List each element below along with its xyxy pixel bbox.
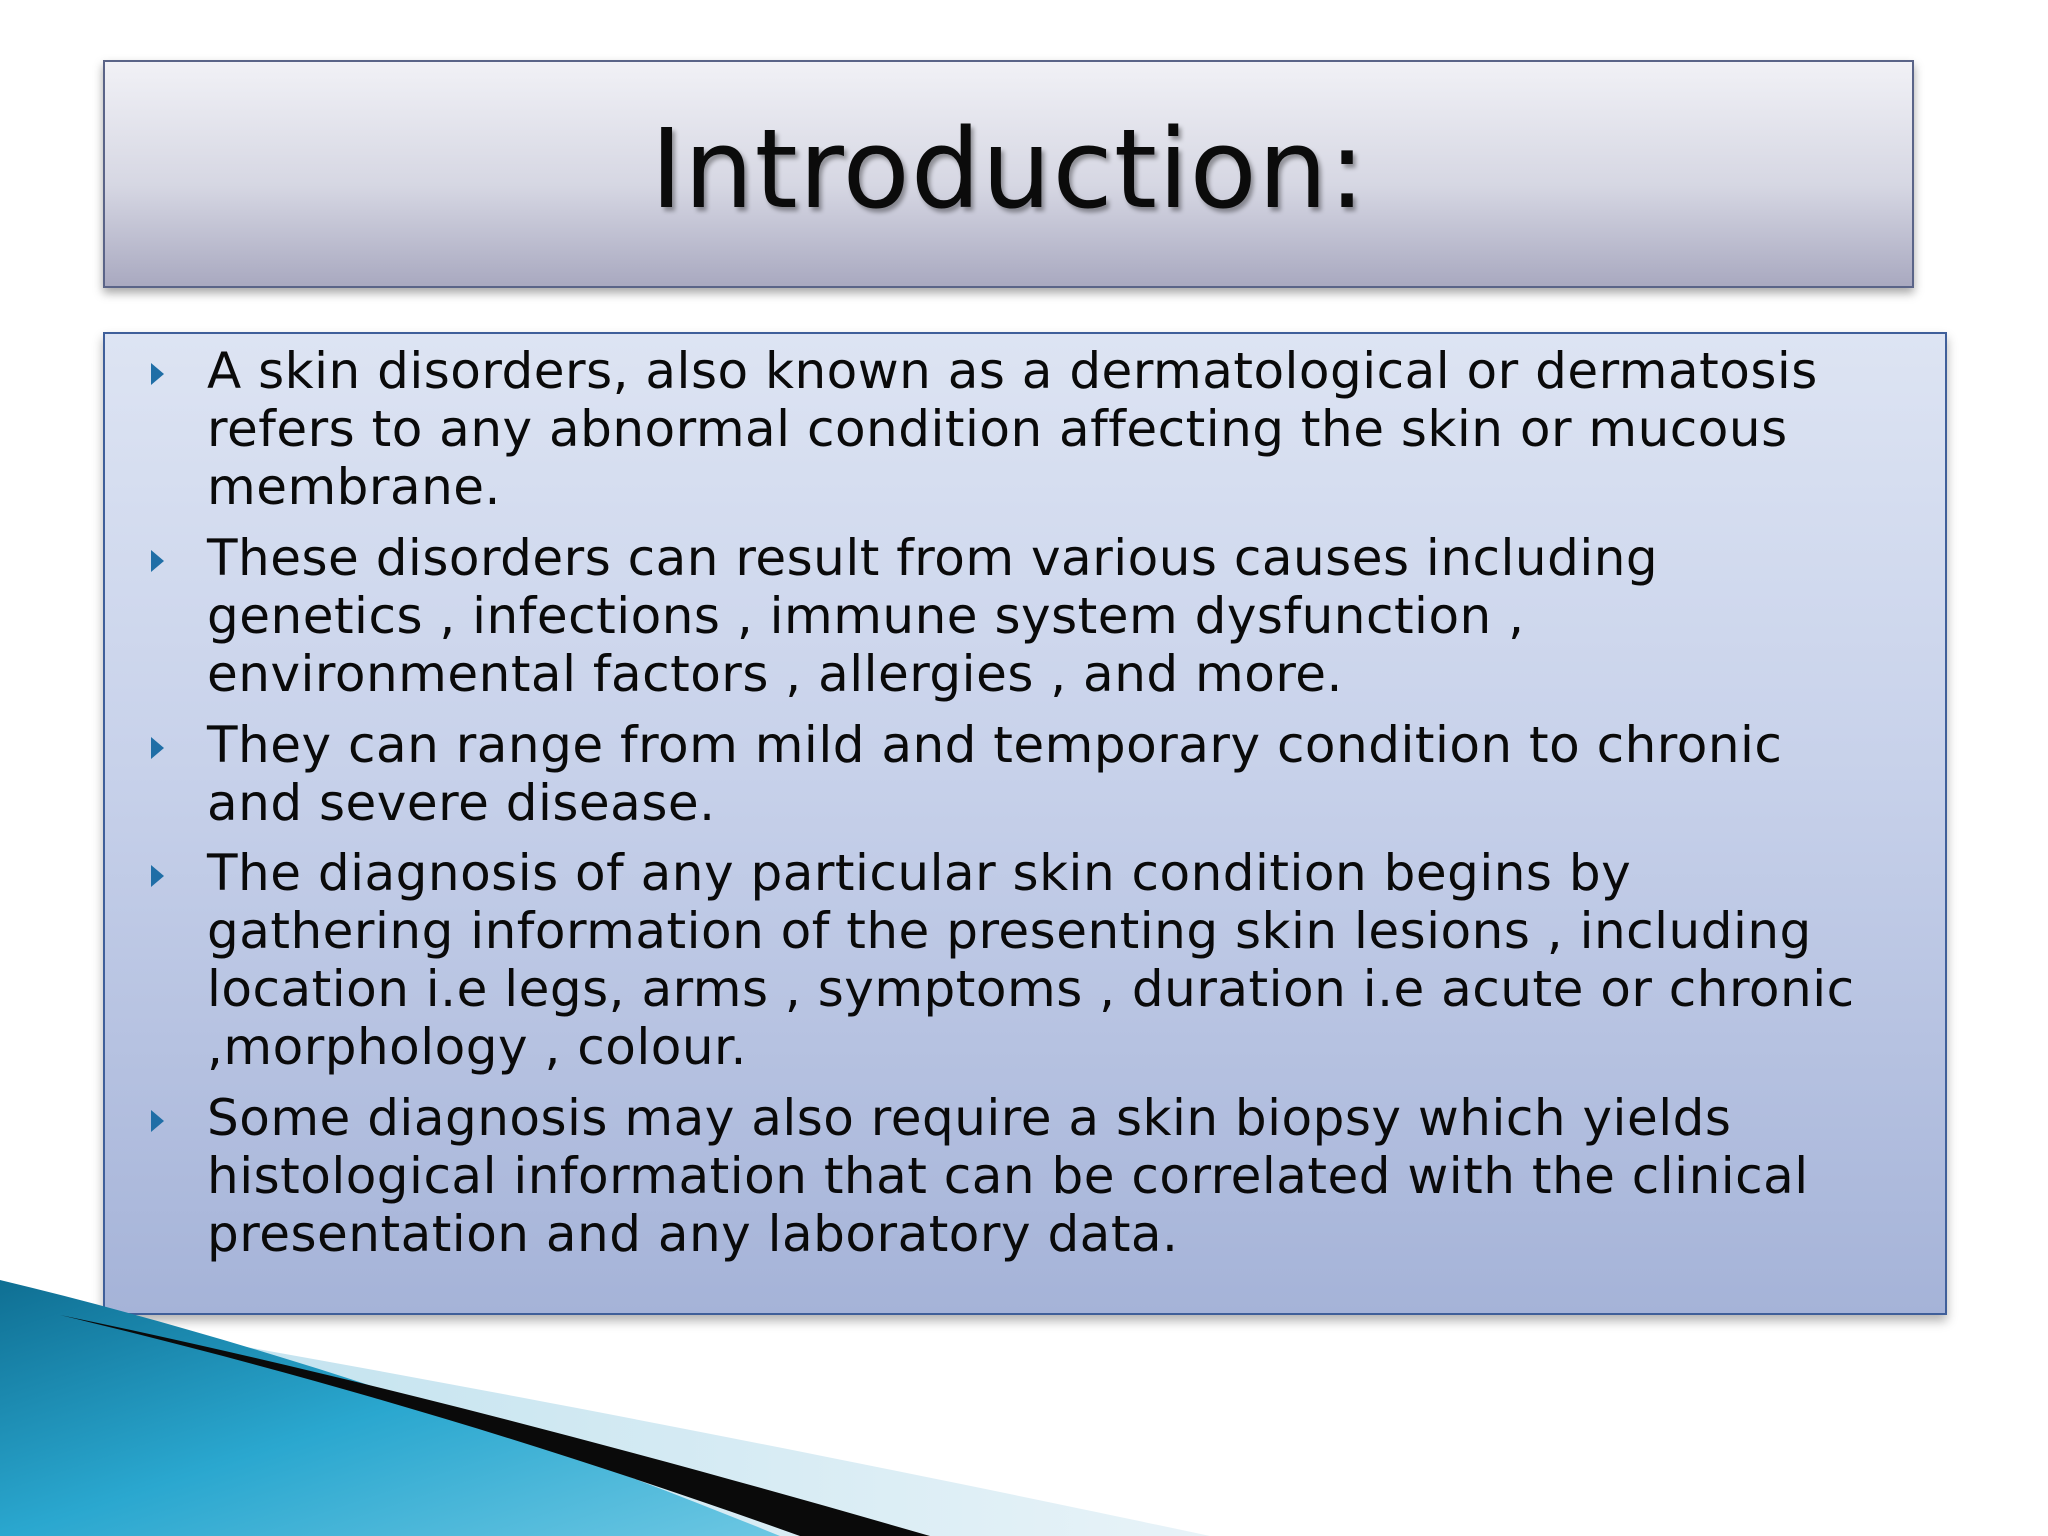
triangle-right-icon: [151, 737, 164, 759]
bullet-text: They can range from mild and temporary condition to chronic and severe disease.: [207, 716, 1783, 832]
triangle-right-icon: [151, 550, 164, 572]
bullet-text: A skin disorders, also known as a dermatological or dermatosis refers to any abnormal condition affecting the skin or mucous membrane.: [207, 342, 1818, 516]
bullet-text: These disorders can result from various causes including genetics , infections , immune system dysfunction , environmental factors , allergies , and more.: [207, 529, 1659, 703]
decorative-swoosh: [0, 1280, 2048, 1536]
triangle-right-icon: [151, 1110, 164, 1132]
content-box: [103, 332, 1947, 1315]
swoosh-teal-band: [0, 1280, 780, 1536]
slide-title: Introduction:: [650, 105, 1367, 233]
bullet-text: The diagnosis of any particular skin condition begins by gathering information of the presenting skin lesions , including location i.e legs, arms , symptoms , duration i.e acute or chronic ,morphology , colour.: [207, 844, 1855, 1076]
triangle-right-icon: [151, 865, 164, 887]
triangle-right-icon: [151, 363, 164, 385]
title-box: [103, 60, 1914, 288]
bullet-text: Some diagnosis may also require a skin biopsy which yields histological information that can be correlated with the clinical presentation and any laboratory data.: [207, 1089, 1809, 1263]
